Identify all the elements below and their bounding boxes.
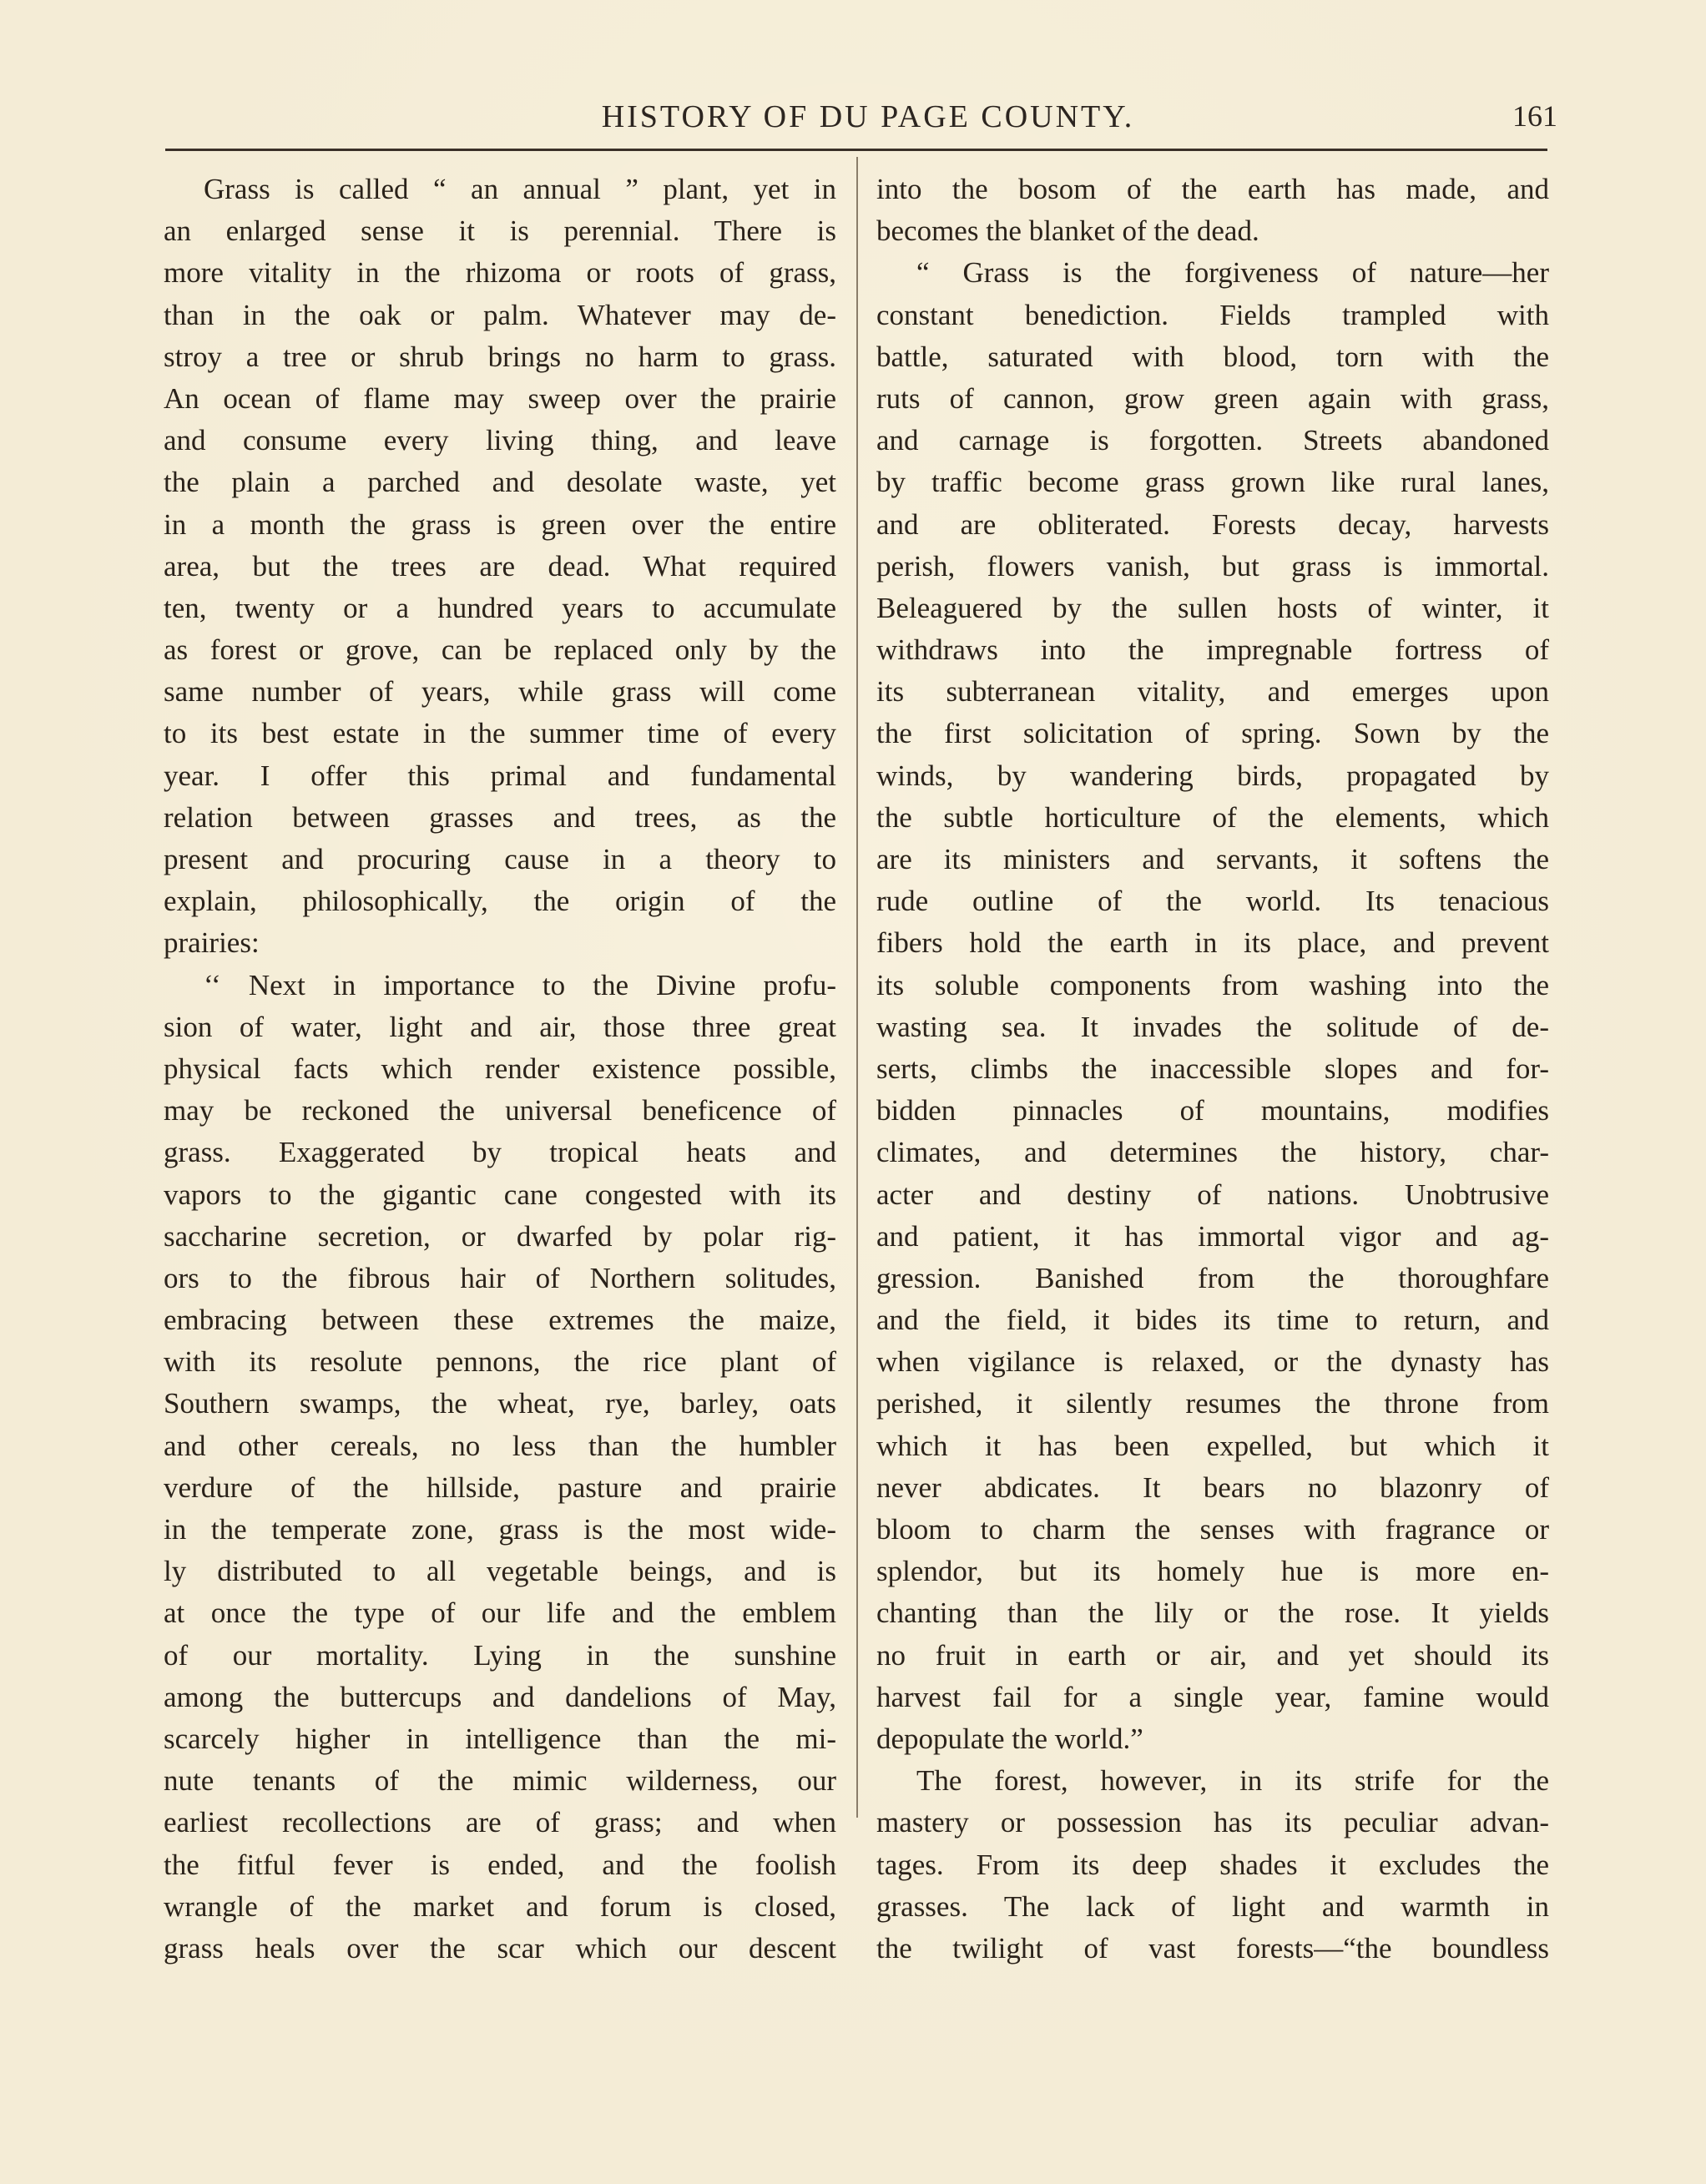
text-line: ly distributed to all vegetable beings, and is	[164, 1555, 836, 1588]
right-column	[876, 169, 1549, 1970]
text-line: and other cereals, no less than the humbler	[164, 1429, 836, 1462]
text-line: the plain a parched and desolate waste, yet	[164, 466, 836, 499]
running-head: HISTORY OF DU PAGE COUNTY.	[601, 99, 1135, 134]
text-line: winds, by wandering birds, propagated by	[876, 759, 1549, 792]
text-line: An ocean of flame may sweep over the prairie	[164, 381, 836, 415]
text-line: scarcely higher in intelligence than the mi-	[164, 1722, 836, 1755]
text-line: saccharine secretion, or dwarfed by polar rig-	[164, 1219, 836, 1253]
text-line: as forest or grove, can be replaced only by the	[164, 633, 836, 667]
text-line: constant benediction. Fields trampled with	[876, 298, 1549, 331]
text-line: to its best estate in the summer time of every	[164, 717, 836, 750]
text-line: Grass is called “ an annual ” plant, yet in	[204, 173, 836, 205]
text-line: verdure of the hillside, pasture and prairie	[164, 1470, 836, 1504]
text-line: and patient, it has immortal vigor and ag-	[876, 1219, 1549, 1253]
text-line: in the temperate zone, grass is the most wide-	[164, 1513, 836, 1546]
text-line: earliest recollections are of grass; and when	[164, 1806, 836, 1839]
text-line: bloom to charm the senses with fragrance or	[876, 1513, 1549, 1546]
text-line: withdraws into the impregnable fortress of	[876, 633, 1549, 667]
text-line: vapors to the gigantic cane congested with its	[164, 1178, 836, 1211]
text-line: mastery or possession has its peculiar advan-	[876, 1806, 1549, 1839]
text-line: stroy a tree or shrub brings no harm to grass.	[164, 340, 836, 373]
text-line: harvest fail for a single year, famine would	[876, 1680, 1549, 1713]
text-line: wasting sea. It invades the solitude of de-	[876, 1010, 1549, 1043]
text-line: may be reckoned the universal beneficence of	[164, 1094, 836, 1127]
text-line: the twilight of vast forests—“the boundless	[876, 1931, 1549, 1965]
text-line: Beleaguered by the sullen hosts of winter, it	[876, 591, 1549, 624]
text-line: more vitality in the rhizoma or roots of grass,	[164, 256, 836, 290]
text-line: rude outline of the world. Its tenacious	[876, 885, 1549, 918]
text-line: chanting than the lily or the rose. It yields	[876, 1596, 1549, 1630]
text-line: perish, flowers vanish, but grass is immortal.	[876, 549, 1549, 583]
column-divider	[856, 157, 858, 1818]
text-line: wrangle of the market and forum is closed,	[164, 1889, 836, 1923]
text-line: perished, it silently resumes the throne from	[876, 1387, 1549, 1420]
text-line: battle, saturated with blood, torn with the	[876, 340, 1549, 373]
text-line: prairies:	[164, 926, 260, 960]
text-line: climates, and determines the history, char-	[876, 1136, 1549, 1169]
page-number: 161	[1512, 99, 1557, 133]
text-line: grass. Exaggerated by tropical heats and	[164, 1136, 836, 1169]
text-line: serts, climbs the inaccessible slopes and for-	[876, 1052, 1549, 1085]
text-line: acter and destiny of nations. Unobtrusive	[876, 1178, 1549, 1211]
text-line: its subterranean vitality, and emerges upon	[876, 675, 1549, 709]
text-line: of our mortality. Lying in the sunshine	[164, 1638, 836, 1672]
text-line: ‘‘ Next in importance to the Divine profu-	[204, 968, 836, 1001]
text-line: relation between grasses and trees, as the	[164, 800, 836, 834]
text-line: by traffic become grass grown like rural lanes,	[876, 466, 1549, 499]
text-line: gression. Banished from the thoroughfare	[876, 1261, 1549, 1294]
text-line: and the field, it bides its time to return, and	[876, 1304, 1549, 1337]
text-line: at once the type of our life and the emblem	[164, 1596, 836, 1630]
text-line: and carnage is forgotten. Streets abandoned	[876, 424, 1549, 457]
text-line: becomes the blanket of the dead.	[876, 214, 1259, 248]
text-line: ruts of cannon, grow green again with grass,	[876, 381, 1549, 415]
text-line: “ Grass is the forgiveness of nature—her	[916, 256, 1549, 290]
text-line: than in the oak or palm. Whatever may de-	[164, 298, 836, 331]
header-rule	[165, 149, 1547, 151]
text-line: among the buttercups and dandelions of May,	[164, 1680, 836, 1713]
text-line: physical facts which render existence possible,	[164, 1052, 836, 1085]
text-line: and are obliterated. Forests decay, harvests	[876, 507, 1549, 541]
text-line: with its resolute pennons, the rice plant of	[164, 1345, 836, 1379]
text-line: depopulate the world.”	[876, 1722, 1143, 1755]
text-line: are its ministers and servants, it softens the	[876, 843, 1549, 875]
text-line: bidden pinnacles of mountains, modifies	[876, 1094, 1549, 1127]
text-line: fibers hold the earth in its place, and prevent	[876, 926, 1549, 960]
text-line: sion of water, light and air, those three great	[164, 1010, 836, 1043]
text-line: nute tenants of the mimic wilderness, our	[164, 1764, 836, 1798]
text-line: into the bosom of the earth has made, and	[876, 173, 1549, 205]
text-line: no fruit in earth or air, and yet should its	[876, 1638, 1549, 1672]
text-line: The forest, however, in its strife for the	[916, 1764, 1549, 1798]
text-line: in a month the grass is green over the entire	[164, 507, 836, 541]
text-line: and consume every living thing, and leave	[164, 424, 836, 457]
text-line: area, but the trees are dead. What required	[164, 549, 836, 583]
text-line: year. I offer this primal and fundamental	[164, 759, 836, 792]
text-line: grasses. The lack of light and warmth in	[876, 1889, 1549, 1923]
text-line: explain, philosophically, the origin of the	[164, 885, 836, 918]
text-line: an enlarged sense it is perennial. There is	[164, 214, 836, 248]
text-line: its soluble components from washing into the	[876, 968, 1549, 1001]
text-line: ors to the fibrous hair of Northern solitudes,	[164, 1261, 836, 1294]
text-line: present and procuring cause in a theory to	[164, 843, 836, 875]
text-line: Southern swamps, the wheat, rye, barley, oats	[164, 1387, 836, 1420]
text-line: the subtle horticulture of the elements, which	[876, 800, 1549, 834]
text-line: which it has been expelled, but which it	[876, 1429, 1549, 1462]
text-line: ten, twenty or a hundred years to accumulate	[164, 591, 836, 624]
text-line: the fitful fever is ended, and the foolish	[164, 1848, 836, 1881]
text-line: tages. From its deep shades it excludes the	[876, 1848, 1549, 1881]
text-line: grass heals over the scar which our descent	[164, 1931, 836, 1965]
text-line: same number of years, while grass will come	[164, 675, 836, 709]
left-column	[164, 169, 836, 1970]
text-line: the first solicitation of spring. Sown by the	[876, 717, 1549, 750]
text-line: embracing between these extremes the maize,	[164, 1304, 836, 1337]
text-line: splendor, but its homely hue is more en-	[876, 1555, 1549, 1588]
text-line: never abdicates. It bears no blazonry of	[876, 1470, 1549, 1504]
text-line: when vigilance is relaxed, or the dynasty has	[876, 1345, 1549, 1379]
